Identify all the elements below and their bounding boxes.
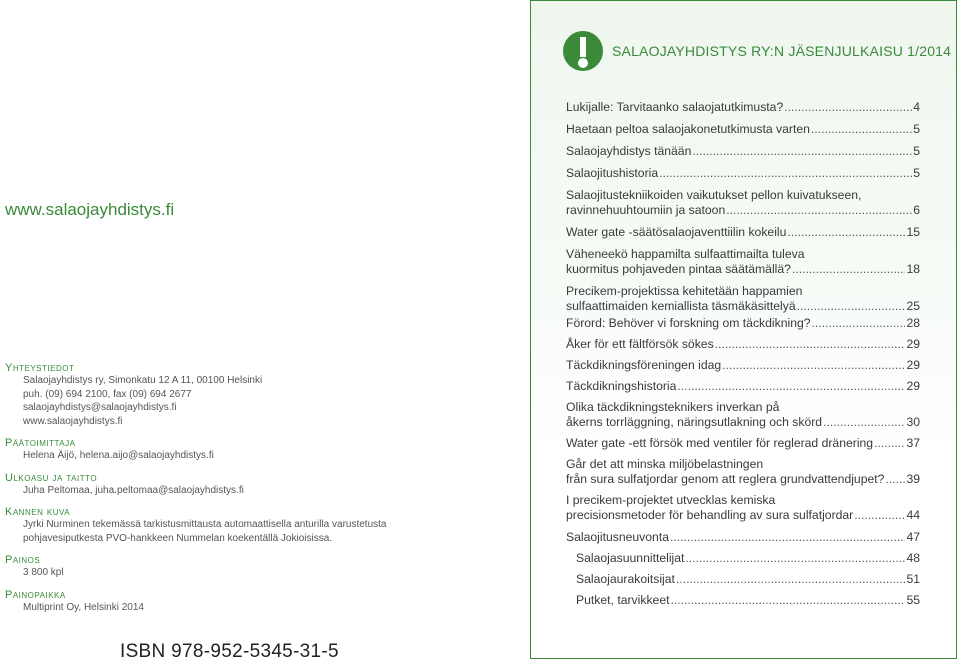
toc-entry-title: från sura sulfatjordar genom att reglera grundvattendjupet? (566, 472, 885, 486)
toc-entry[interactable] (566, 493, 920, 523)
toc-page-number: 37 (906, 436, 920, 450)
toc-leader-dots (722, 358, 905, 373)
toc-entry[interactable] (566, 551, 920, 566)
section-heading: Päätoimittaja (5, 437, 76, 449)
section-heading: Kannen kuva (5, 506, 71, 518)
toc-page-number: 18 (906, 262, 920, 276)
section-line: Multiprint Oy, Helsinki 2014 (23, 601, 144, 613)
toc-entry-title: kuormitus pohjaveden pintaa säätämällä? (566, 262, 791, 276)
toc-entry[interactable] (566, 572, 920, 587)
toc-page-number: 29 (906, 379, 920, 393)
section-line: Juha Peltomaa, juha.peltomaa@salaojayhdistys.fi (23, 484, 244, 496)
toc-entry-title: Salaojitustekniikoiden vaikutukset pellon kuivatukseen, (566, 188, 862, 202)
toc-leader-dots (692, 144, 912, 159)
toc-page-number: 5 (913, 122, 920, 136)
section-line: Helena Äijö, helena.aijo@salaojayhdistys.fi (23, 450, 214, 461)
toc-leader-dots (874, 436, 905, 451)
toc-entry-title: Salaojitushistoria (566, 166, 659, 180)
section-line: pohjavesiputkesta PVO-hankkeen Nummelan koekentällä Jokioisissa. (23, 532, 333, 544)
section-line: 3 800 kpl (23, 567, 64, 578)
toc-page-number: 15 (906, 225, 920, 239)
toc-leader-dots (659, 166, 912, 181)
publication-title: SALAOJAYHDISTYS RY:N JÄSENJULKAISU 1/2014 (612, 43, 952, 59)
toc-entry-title: Salaojasuunnittelijat (576, 551, 685, 565)
toc-entry[interactable] (566, 100, 920, 115)
toc-entry-title: precisionsmetoder för behandling av sura sulfatjordar (566, 508, 854, 522)
toc-page-number: 5 (913, 166, 920, 180)
toc-entry-title: ravinnehuuhtoumiin ja satoon (566, 203, 726, 217)
toc-entry[interactable] (566, 358, 920, 373)
toc-leader-dots (885, 472, 905, 487)
toc-entry-title: Olika täckdikningsteknikers inverkan på (566, 400, 780, 414)
toc-entry[interactable] (566, 436, 920, 451)
toc-entry-title: Förord: Behöver vi forskning om täckdikning? (566, 316, 811, 330)
toc-entry[interactable] (566, 530, 920, 545)
toc-page-number: 4 (913, 100, 920, 114)
section-line: Salaojayhdistys ry, Simonkatu 12 A 11, 00100 Helsinki (23, 375, 263, 386)
toc-entry-title: Putket, tarvikkeet (576, 593, 670, 607)
section-heading: Painos (5, 554, 41, 566)
toc-entry-title: I precikem-projektet utvecklas kemiska (566, 493, 776, 507)
toc-entry[interactable] (566, 188, 920, 218)
toc-entry-title: Går det att minska miljöbelastningen (566, 457, 764, 471)
section-line: Jyrki Nurminen tekemässä tarkistusmittausta automaattisella anturilla varustetusta (23, 519, 387, 530)
toc-entry-title: sulfaattimaiden kemiallista täsmäkäsittelyä (566, 299, 796, 313)
toc-leader-dots (676, 572, 906, 587)
toc-entry-title: Salaojitusneuvonta (566, 530, 669, 544)
toc-leader-dots (726, 203, 912, 218)
toc-finnish (566, 100, 920, 321)
toc-leader-dots (797, 299, 906, 314)
toc-page-number: 51 (906, 572, 920, 586)
toc-entry-title: Täckdikningshistoria (566, 379, 677, 393)
toc-entry-title: Salaojaurakoitsijat (576, 572, 675, 586)
section-line: salaojayhdistys@salaojayhdistys.fi (23, 402, 177, 413)
toc-entry-title: Water gate -säätösalaojaventtiilin kokeilu (566, 225, 787, 239)
section-line: puh. (09) 694 2100, fax (09) 694 2677 (23, 388, 192, 400)
toc-leader-dots (787, 225, 905, 240)
toc-swedish (566, 316, 920, 529)
toc-entry-title: Åker för ett fältförsök sökes (566, 337, 714, 351)
toc-page-number: 6 (913, 203, 920, 217)
toc-entry-title: åkerns torrläggning, näringsutlakning och skörd (566, 415, 823, 429)
toc-advisory (566, 530, 920, 614)
toc-leader-dots (854, 508, 905, 523)
toc-leader-dots (812, 316, 906, 331)
toc-page-number: 44 (906, 508, 920, 522)
section-heading: Ulkoasu ja taitto (5, 471, 98, 484)
section-line: www.salaojayhdistys.fi (23, 415, 123, 427)
toc-page-number: 30 (906, 415, 920, 429)
toc-leader-dots (811, 122, 912, 137)
toc-entry[interactable] (566, 284, 920, 314)
toc-entry[interactable] (566, 144, 920, 159)
toc-leader-dots (670, 593, 905, 608)
toc-page-number: 47 (906, 530, 920, 544)
toc-page-number: 48 (906, 551, 920, 565)
toc-entry[interactable] (566, 593, 920, 608)
toc-page-number: 55 (906, 593, 920, 607)
toc-entry[interactable] (566, 457, 920, 487)
toc-entry[interactable] (566, 400, 920, 430)
toc-page-number: 5 (913, 144, 920, 158)
toc-entry-title: Haetaan peltoa salaojakonetutkimusta varten (566, 122, 810, 136)
toc-leader-dots (784, 100, 912, 115)
toc-leader-dots (677, 379, 905, 394)
toc-entry[interactable] (566, 379, 920, 394)
toc-entry-title: Väheneekö happamilta sulfaattimailta tuleva (566, 247, 805, 261)
toc-page-number: 29 (906, 337, 920, 351)
drain-pipe-logo-icon (563, 31, 603, 71)
toc-entry[interactable] (566, 337, 920, 352)
toc-entry[interactable] (566, 247, 920, 277)
website-url[interactable]: www.salaojayhdistys.fi (5, 200, 175, 219)
toc-entry-title: Täckdikningsföreningen idag (566, 358, 722, 372)
toc-leader-dots (670, 530, 905, 545)
toc-leader-dots (792, 262, 906, 277)
toc-entry-title: Water gate -ett försök med ventiler för reglerad dränering (566, 436, 874, 450)
toc-leader-dots (823, 415, 905, 430)
toc-leader-dots (685, 551, 905, 566)
toc-entry-title: Precikem-projektissa kehitetään happamien (566, 284, 803, 298)
section-heading: Painopaikka (5, 588, 66, 601)
toc-entry-title: Salaojayhdistys tänään (566, 144, 692, 158)
toc-entry[interactable] (566, 316, 920, 331)
isbn: ISBN 978-952-5345-31-5 (120, 641, 339, 662)
toc-entry[interactable] (566, 166, 920, 181)
toc-page-number: 28 (906, 316, 920, 330)
contact-info (5, 362, 525, 614)
toc-page-number: 29 (906, 358, 920, 372)
toc-entry[interactable] (566, 225, 920, 240)
section-heading: Yhteystiedot (5, 362, 75, 374)
toc-page-number: 25 (906, 299, 920, 313)
toc-page-number: 39 (906, 472, 920, 486)
toc-leader-dots (715, 337, 906, 352)
toc-entry[interactable] (566, 122, 920, 137)
toc-entry-title: Lukijalle: Tarvitaanko salaojatutkimusta? (566, 100, 784, 114)
